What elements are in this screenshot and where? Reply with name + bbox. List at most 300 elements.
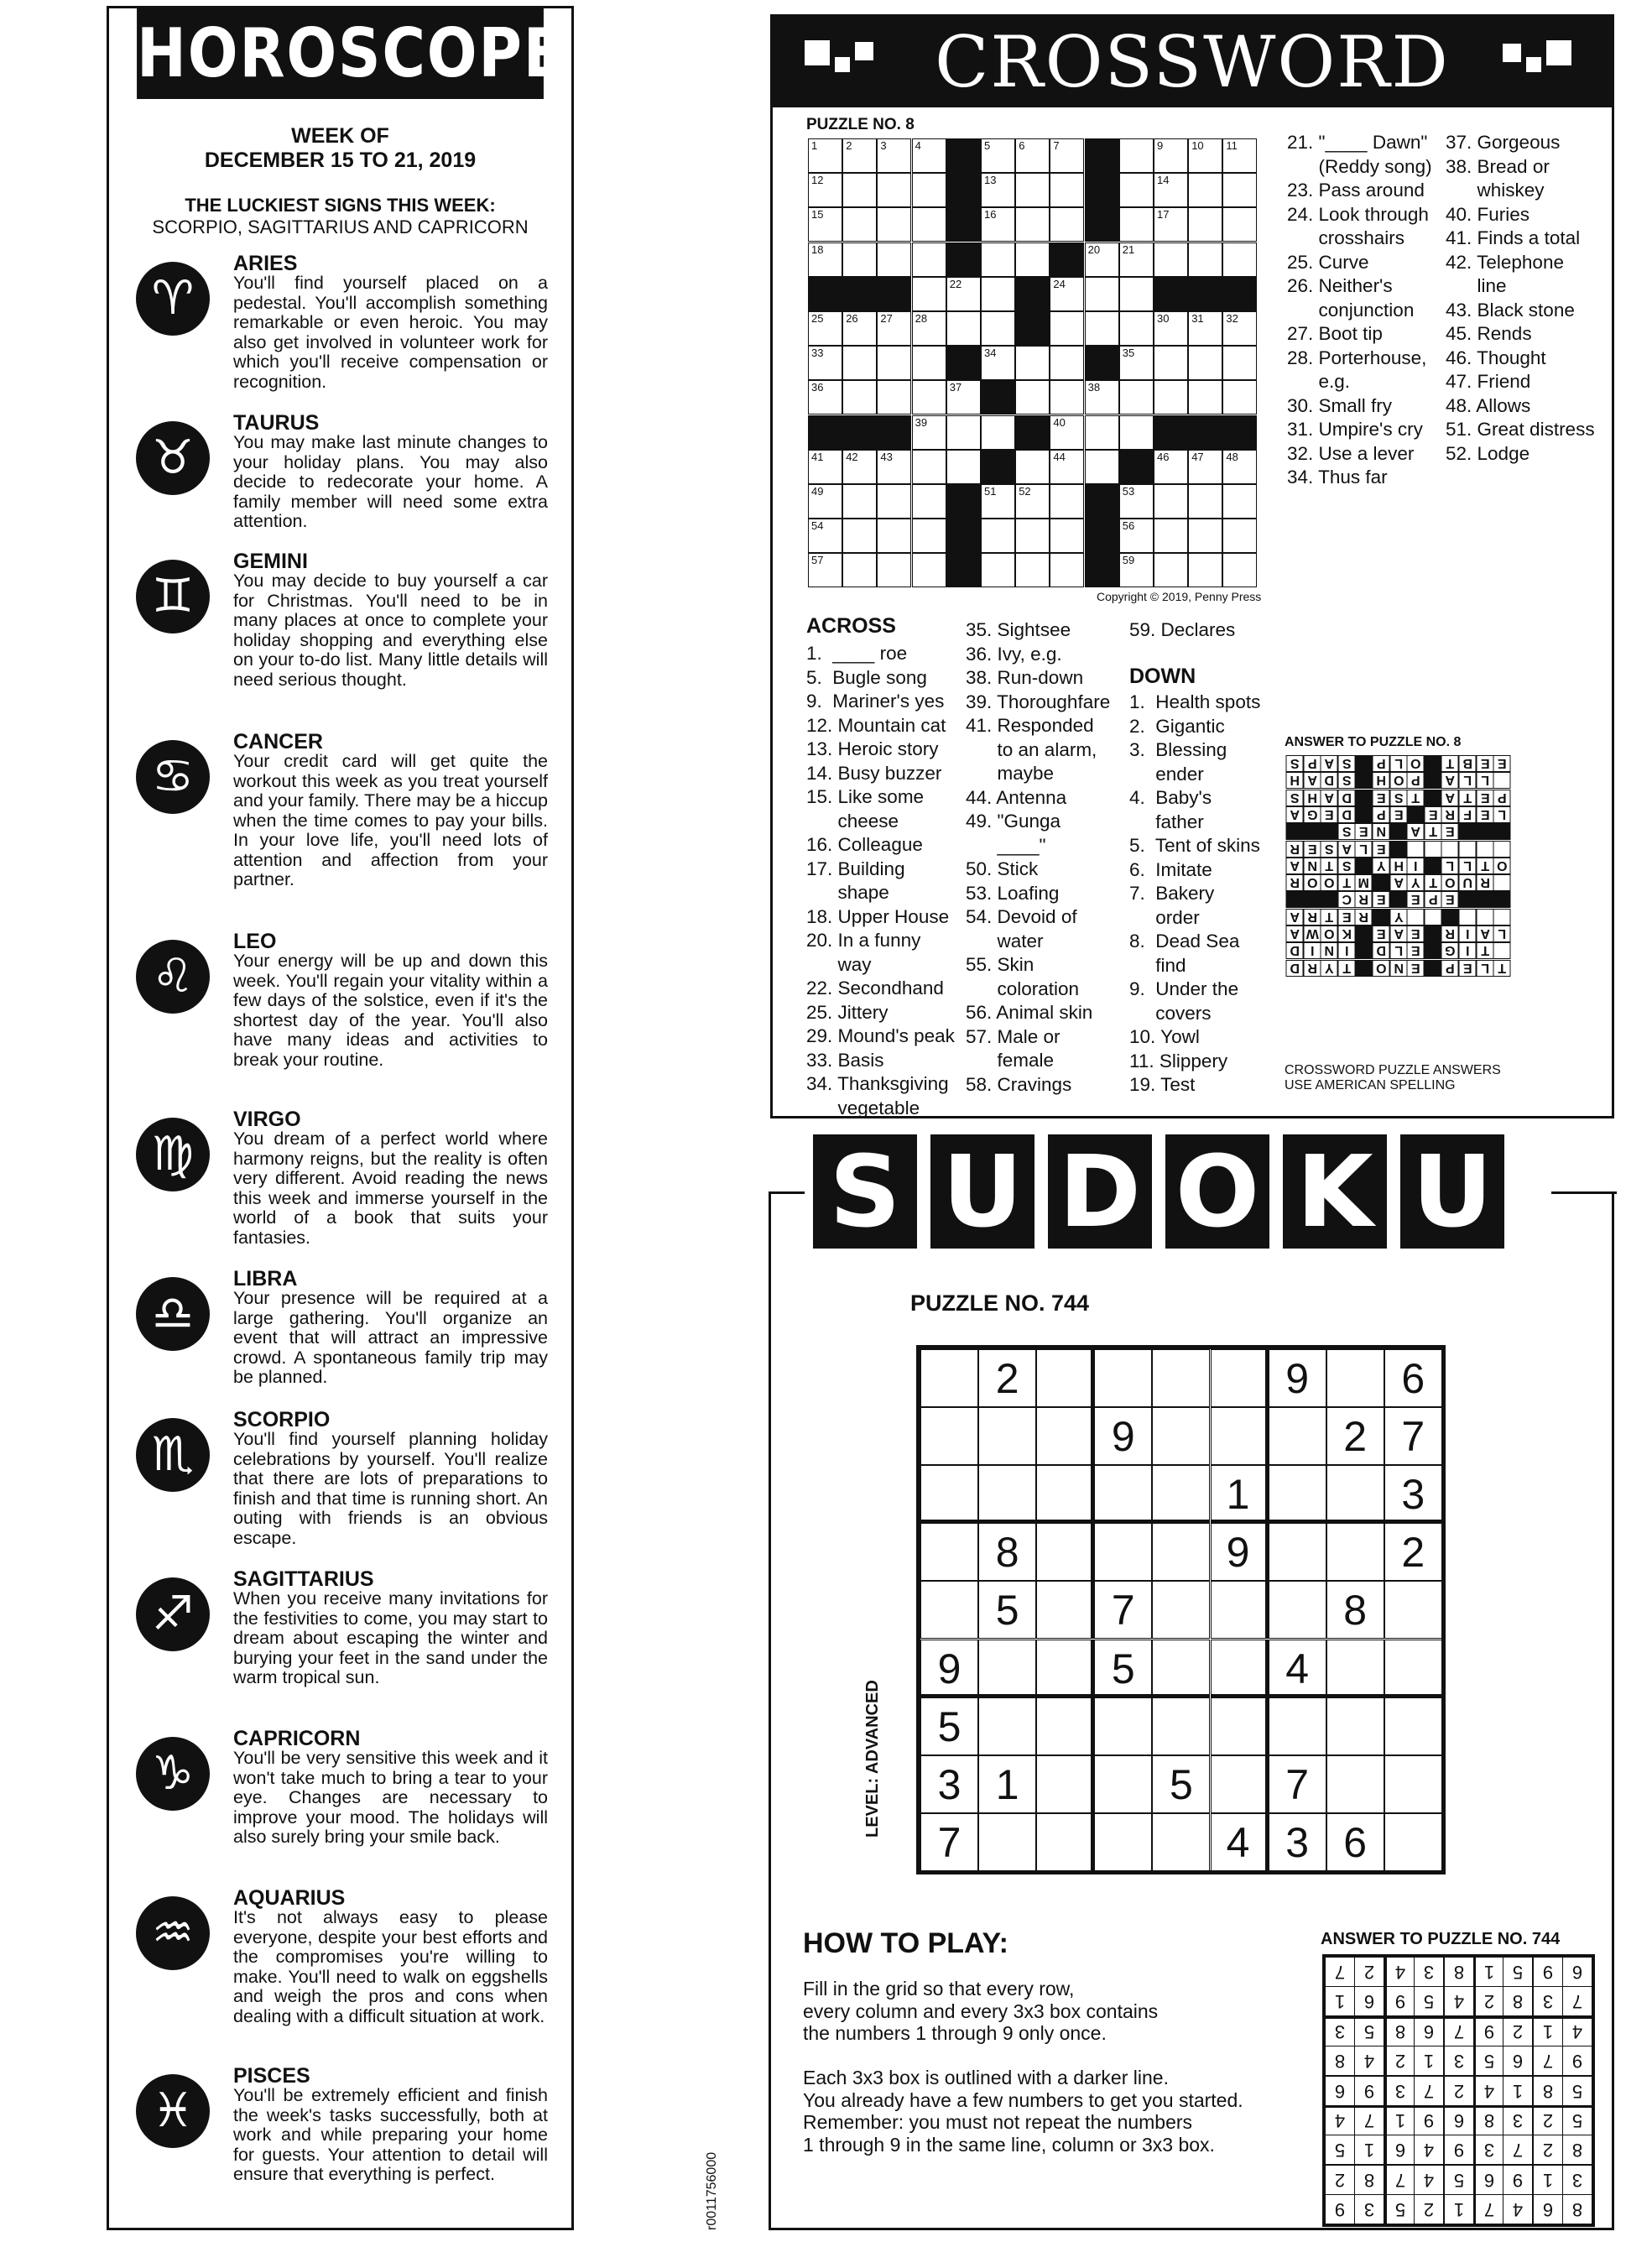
answer-cell: S	[1338, 755, 1356, 772]
taurus-icon: ♉	[136, 421, 210, 495]
sudoku-answer-cell: 9	[1414, 2105, 1444, 2135]
clue-number: 44	[1053, 450, 1066, 463]
libra-icon: ♎	[136, 1277, 210, 1351]
clue-number: 40	[1053, 415, 1066, 429]
sudoku-cell	[1211, 1581, 1269, 1639]
answer-cell: D	[1373, 942, 1390, 959]
answer-cell: E	[1477, 755, 1494, 772]
clue-number: 57	[811, 554, 824, 567]
clue-number: 29	[1019, 312, 1031, 325]
answer-cell: R	[1304, 909, 1321, 925]
clue-number: 13	[984, 174, 997, 187]
sudoku-answer-cell: 6	[1503, 2046, 1533, 2076]
answer-black-cell	[1304, 823, 1321, 840]
black-cell	[1222, 415, 1257, 450]
clue-line: 16. Colleague	[806, 834, 923, 855]
black-cell	[1085, 519, 1119, 553]
sudoku-cell	[1326, 1349, 1384, 1407]
clue-number: 7	[1053, 139, 1060, 152]
sudoku-answer-cell: 7	[1503, 2135, 1533, 2165]
answer-cell: U	[1459, 874, 1477, 891]
sudoku-answer-cell: 9	[1473, 2016, 1503, 2046]
sudoku-cell	[1326, 1640, 1384, 1697]
grid-cell	[912, 242, 946, 277]
clue-number: 26	[846, 312, 858, 325]
sudoku-answer-cell: 6	[1414, 2016, 1444, 2046]
clue-line: 29. Mound's peak	[806, 1025, 955, 1046]
cancer-icon: ♋	[136, 740, 210, 814]
grid-cell	[1015, 346, 1050, 380]
answer-black-cell	[1390, 841, 1408, 858]
answer-cell: I	[1338, 942, 1356, 959]
sudoku-cell	[1094, 1755, 1152, 1813]
clue-number: 21	[1122, 242, 1135, 256]
sudoku-cell	[920, 1581, 978, 1639]
sudoku-cell: 3	[1384, 1465, 1442, 1523]
header-square-icon	[1503, 44, 1521, 62]
grid-cell	[808, 450, 842, 484]
gemini-icon: ♊	[136, 560, 210, 633]
clue-line: 58. Cravings	[966, 1073, 1072, 1095]
clue-line: 8. Dead Sea	[1129, 931, 1240, 952]
black-cell	[946, 242, 981, 277]
clue-line: 25. Curve	[1287, 251, 1369, 273]
sudoku-cell	[1326, 1465, 1384, 1523]
sudoku-answer-cell: 2	[1503, 2016, 1533, 2046]
grid-cell	[1015, 207, 1050, 242]
answer-black-cell	[1477, 823, 1494, 840]
crossword-copyright: Copyright © 2019, Penny Press	[1097, 590, 1262, 603]
sudoku-answer-cell: 1	[1533, 2016, 1563, 2046]
clue-line: 50. Stick	[966, 858, 1039, 879]
sudoku-answer-cell: 9	[1354, 2076, 1384, 2106]
clue-line: 11. Slippery	[1129, 1050, 1228, 1071]
grid-cell	[1015, 380, 1050, 415]
grid-cell	[1188, 450, 1222, 484]
grid-cell	[1085, 380, 1119, 415]
header-square-icon	[1526, 57, 1541, 72]
answer-cell: L	[1459, 772, 1477, 789]
answer-cell: E	[1441, 823, 1459, 840]
grid-cell	[842, 346, 877, 380]
answer-cell: L	[1493, 806, 1511, 823]
answer-black-cell	[1477, 891, 1494, 908]
answer-cell: A	[1286, 806, 1304, 823]
answer-cell: A	[1304, 772, 1321, 789]
clue-line: 5. Bugle song	[806, 666, 927, 688]
sudoku-cell	[1326, 1755, 1384, 1813]
answer-cell: A	[1390, 874, 1408, 891]
grid-cell	[1119, 380, 1154, 415]
clue-number: 48	[1226, 450, 1238, 463]
answer-cell: H	[1390, 858, 1408, 874]
answer-cell: C	[1338, 891, 1356, 908]
sudoku-cell: 5	[978, 1581, 1036, 1639]
answer-cell: B	[1459, 755, 1477, 772]
answer-cell: T	[1338, 960, 1356, 977]
sudoku-cell	[1152, 1581, 1210, 1639]
clue-line: 9. Mariner's yes	[806, 691, 945, 712]
grid-cell	[981, 242, 1015, 277]
clue-number: 49	[811, 485, 824, 498]
clue-line: 17. Building	[806, 858, 905, 879]
crossword-note	[1285, 1063, 1501, 1093]
grid-cell	[1085, 415, 1119, 450]
grid-cell	[877, 311, 911, 346]
clue-line: 3. Blessing	[1129, 739, 1227, 760]
answer-cell: D	[1338, 790, 1356, 806]
answer-cell: P	[1373, 755, 1390, 772]
answer-cell: L	[1441, 858, 1459, 874]
clue-line: 20. In a funny	[806, 930, 921, 951]
sudoku-cell	[1152, 1465, 1210, 1523]
answer-cell	[1441, 841, 1459, 858]
sudoku-cell	[1152, 1523, 1210, 1581]
answer-cell: E	[1373, 891, 1390, 908]
grid-cell	[946, 380, 981, 415]
answer-cell: O	[1373, 960, 1390, 977]
sudoku-cell	[1036, 1755, 1094, 1813]
sudoku-cell	[1211, 1349, 1269, 1407]
grid-cell	[1015, 553, 1050, 587]
black-cell	[981, 450, 1015, 484]
answer-cell	[1425, 841, 1442, 858]
clue-line: 37. Gorgeous	[1446, 132, 1561, 153]
clue-line: 44. Antenna	[966, 786, 1067, 808]
grid-cell	[981, 484, 1015, 519]
how-to-play-title: HOW TO PLAY:	[803, 1927, 1008, 1959]
clue-line: 52. Lodge	[1446, 442, 1530, 464]
black-cell	[1085, 138, 1119, 173]
grid-cell	[1085, 242, 1119, 277]
sign-text: You'll be very sensitive this week and it won't take much to bring a tear to your eye. Changes are necessary to improve your mood. The holidays will also surely bring your smile back.	[233, 1748, 548, 1847]
clue-line: 1. ____ roe	[806, 643, 908, 664]
grid-cell	[877, 242, 911, 277]
grid-cell	[1222, 484, 1257, 519]
sudoku-cell: 4	[1211, 1813, 1269, 1871]
answer-black-cell	[1390, 823, 1408, 840]
grid-cell	[1015, 138, 1050, 173]
grid-cell	[1015, 484, 1050, 519]
sudoku-cell: 7	[1269, 1755, 1326, 1813]
clue-line: 22. Secondhand	[806, 978, 944, 998]
clue-number: 41	[811, 450, 824, 463]
sign-text: You may decide to buy yourself a car for Christmas. You'll need to be in many places at once to complete your holiday shopping and everything else on your to-do list. Many little details will need serious thought.	[233, 571, 548, 690]
sudoku-answer-cell: 4	[1325, 2105, 1355, 2135]
clue-number: 43	[880, 450, 893, 463]
clue-line: to an alarm,	[966, 738, 1097, 760]
grid-cell	[808, 553, 842, 587]
clue-line: 56. Animal skin	[966, 1002, 1093, 1023]
answer-cell	[1477, 909, 1494, 925]
sign-name: TAURUS	[233, 411, 320, 435]
grid-cell	[912, 415, 946, 450]
grid-cell	[1154, 484, 1188, 519]
sudoku-puzzle-no: PUZZLE NO. 744	[910, 1290, 1090, 1316]
sudoku-answer-cell: 2	[1533, 2135, 1563, 2165]
clue-line: 21. "____ Dawn"	[1287, 132, 1428, 153]
answer-black-cell	[1355, 772, 1373, 789]
clue-number: 31	[1191, 312, 1204, 325]
answer-cell: H	[1286, 772, 1304, 789]
answer-cell: T	[1407, 790, 1425, 806]
sudoku-cell: 7	[1384, 1407, 1442, 1465]
clue-number: 36	[811, 381, 824, 394]
clue-number: 28	[915, 312, 928, 325]
answer-black-cell	[1390, 891, 1408, 908]
answer-cell	[1407, 909, 1425, 925]
grid-cell	[842, 173, 877, 207]
sudoku-answer-cell: 2	[1473, 1986, 1503, 2016]
clue-line: 18. Upper House	[806, 905, 950, 927]
answer-black-cell	[1425, 790, 1442, 806]
clue-line: 5. Tent of skins	[1129, 835, 1260, 856]
answer-cell: R	[1441, 925, 1459, 942]
sudoku-answer-cell: 6	[1325, 2076, 1355, 2106]
clue-line: 15. Like some	[806, 786, 925, 807]
grid-cell	[1154, 553, 1188, 587]
answer-cell: I	[1459, 925, 1477, 942]
sign-text: You'll find yourself planning holiday celebrations by yourself. You'll realize that there are lots of preparations to finish and that time is running short. An outing with friends is an obvious escape.	[233, 1429, 548, 1548]
sudoku-cell	[1094, 1465, 1152, 1523]
sudoku-answer-cell: 1	[1503, 2076, 1533, 2106]
sudoku-answer-cell: 4	[1354, 2046, 1384, 2076]
grid-cell	[981, 415, 1015, 450]
answer-black-cell	[1425, 755, 1442, 772]
answer-cell: G	[1304, 806, 1321, 823]
clue-number: 39	[915, 415, 928, 429]
clue-line: cheese	[806, 810, 899, 832]
sudoku-answer-cell: 7	[1354, 2105, 1384, 2135]
clue-number: 20	[1087, 242, 1101, 256]
clue-line: 23. Pass around	[1287, 180, 1425, 201]
clue-line: crosshairs	[1287, 227, 1405, 248]
grid-cell	[842, 380, 877, 415]
answer-cell: A	[1441, 772, 1459, 789]
sudoku-answer-cell: 8	[1533, 2076, 1563, 2106]
clue-number: 34	[984, 347, 997, 360]
answer-cell: T	[1493, 960, 1511, 977]
sudoku-answer-cell: 9	[1533, 1957, 1563, 1987]
grid-cell	[1050, 138, 1084, 173]
sudoku-answer-cell: 4	[1473, 2076, 1503, 2106]
answer-cell: E	[1338, 909, 1356, 925]
clue-number: 17	[1157, 208, 1170, 222]
grid-cell	[1154, 207, 1188, 242]
answer-cell: P	[1407, 772, 1425, 789]
answer-cell: P	[1441, 960, 1459, 977]
clue-line: 28. Porterhouse,	[1287, 347, 1427, 368]
clue-line: 24. Look through	[1287, 203, 1429, 225]
answer-black-cell	[1355, 925, 1373, 942]
answer-cell: I	[1459, 942, 1477, 959]
answer-cell: D	[1321, 772, 1338, 789]
answer-cell: D	[1338, 806, 1356, 823]
answer-cell: S	[1338, 772, 1356, 789]
horoscope-panel	[107, 6, 574, 2230]
answer-cell: P	[1373, 806, 1390, 823]
sudoku-answer-cell: 2	[1414, 2194, 1444, 2224]
grid-cell	[1154, 380, 1188, 415]
sudoku-cell	[1036, 1640, 1094, 1697]
grid-cell	[1154, 519, 1188, 553]
sudoku-answer-cell: 1	[1533, 2165, 1563, 2195]
black-cell	[946, 346, 981, 380]
sudoku-answer-cell: 8	[1325, 2046, 1355, 2076]
grid-cell	[842, 311, 877, 346]
grid-cell	[1154, 450, 1188, 484]
sudoku-cell	[1269, 1523, 1326, 1581]
answer-cell: E	[1477, 790, 1494, 806]
clue-number: 16	[984, 208, 997, 222]
sudoku-title-letter: U	[1400, 1134, 1504, 1249]
answer-cell: N	[1390, 960, 1408, 977]
sudoku-top-border	[1551, 1191, 1617, 1194]
sudoku-cell	[1036, 1523, 1094, 1581]
answer-cell: A	[1441, 790, 1459, 806]
clue-line: 10. Yowl	[1129, 1026, 1200, 1047]
clue-line: maybe	[966, 763, 1055, 784]
answer-cell: E	[1477, 806, 1494, 823]
sudoku-cell	[1269, 1697, 1326, 1755]
grid-cell	[808, 484, 842, 519]
sudoku-cell: 4	[1269, 1640, 1326, 1697]
sudoku-cell: 5	[1152, 1755, 1210, 1813]
sudoku-answer-cell: 4	[1414, 2135, 1444, 2165]
grid-cell	[1154, 346, 1188, 380]
answer-black-cell	[1355, 790, 1373, 806]
answer-cell: R	[1441, 806, 1459, 823]
sudoku-cell	[920, 1523, 978, 1581]
sudoku-cell	[1269, 1465, 1326, 1523]
answer-cell: W	[1304, 925, 1321, 942]
sudoku-title-letter: K	[1283, 1134, 1387, 1249]
black-cell	[1222, 277, 1257, 311]
clue-number: 24	[1053, 277, 1066, 290]
black-cell	[1085, 346, 1119, 380]
answer-cell	[1459, 909, 1477, 925]
clue-line: 42. Telephone	[1446, 251, 1564, 273]
answer-cell: O	[1493, 858, 1511, 874]
grid-cell	[946, 277, 981, 311]
answer-black-cell	[1407, 806, 1425, 823]
clue-line: conjunction	[1287, 299, 1415, 321]
grid-cell	[808, 380, 842, 415]
black-cell	[1050, 242, 1084, 277]
sudoku-answer-cell: 8	[1562, 2135, 1592, 2165]
sudoku-answer-cell: 8	[1444, 1957, 1474, 1987]
answer-cell: T	[1425, 823, 1442, 840]
grid-cell	[981, 173, 1015, 207]
sudoku-answer-cell: 4	[1503, 2194, 1533, 2224]
grid-cell	[877, 207, 911, 242]
answer-cell: A	[1286, 909, 1304, 925]
header-square-icon	[1546, 40, 1571, 65]
sudoku-cell	[1384, 1581, 1442, 1639]
sign-text: It's not always easy to please everyone, despite your best efforts and the compromises you're willing to make. You'll need to walk on eggshells and weigh the pros and cons when dealing with a difficult situation at work.	[233, 1907, 548, 2026]
sudoku-answer-cell: 1	[1473, 1957, 1503, 1987]
clue-number: 56	[1122, 519, 1135, 533]
clue-number: 4	[915, 139, 921, 152]
sudoku-answer-cell: 6	[1473, 2165, 1503, 2195]
clue-line: 33. Basis	[806, 1049, 884, 1071]
sudoku-answer-cell: 5	[1444, 2165, 1474, 2195]
answer-cell: O	[1304, 874, 1321, 891]
sudoku-answer-cell: 2	[1533, 2105, 1563, 2135]
answer-cell	[1425, 909, 1442, 925]
answer-cell: T	[1425, 874, 1442, 891]
answer-cell: S	[1390, 790, 1408, 806]
sudoku-cell	[1036, 1407, 1094, 1465]
answer-cell: O	[1321, 925, 1338, 942]
grid-cell	[1119, 242, 1154, 277]
clue-line: 41. Finds a total	[1446, 227, 1581, 248]
answer-black-cell	[1286, 891, 1304, 908]
sign-name: GEMINI	[233, 550, 308, 573]
sudoku-cell: 2	[1326, 1407, 1384, 1465]
clue-line: line	[1446, 275, 1507, 296]
clue-line: 6. Imitate	[1129, 858, 1212, 880]
sudoku-answer-cell: 4	[1414, 2165, 1444, 2195]
sudoku-answer-cell: 2	[1354, 1957, 1384, 1987]
grid-cell	[1050, 415, 1084, 450]
answer-cell: S	[1286, 755, 1304, 772]
answer-cell: N	[1304, 858, 1321, 874]
clue-line: 46. Thought	[1446, 347, 1546, 368]
answer-cell: R	[1477, 874, 1494, 891]
sign-text: Your credit card will get quite the workout this week as you treat yourself and your family. There may be a hiccup when the time comes to pay your bills. In your love life, you'll need lots of attention and affection from your partner.	[233, 751, 548, 889]
sudoku-answer-cell: 5	[1562, 2105, 1592, 2135]
sudoku-cell	[1211, 1640, 1269, 1697]
answer-cell	[1407, 841, 1425, 858]
black-cell	[1188, 415, 1222, 450]
clue-number: 35	[1122, 347, 1135, 360]
clue-number: 58	[949, 554, 962, 567]
grid-cell	[1154, 242, 1188, 277]
virgo-icon: ♍	[136, 1118, 210, 1191]
answer-cell: L	[1390, 942, 1408, 959]
answer-cell: E	[1373, 790, 1390, 806]
sudoku-cell	[920, 1407, 978, 1465]
grid-cell	[1188, 242, 1222, 277]
clue-line: whiskey	[1446, 180, 1545, 201]
sudoku-cell: 6	[1326, 1813, 1384, 1871]
answer-cell: E	[1304, 841, 1321, 858]
answer-cell: N	[1373, 823, 1390, 840]
sudoku-cell	[1152, 1640, 1210, 1697]
clue-line: 14. Busy buzzer	[806, 762, 942, 784]
answer-cell	[1477, 841, 1494, 858]
sudoku-cell	[920, 1349, 978, 1407]
sudoku-answer-cell: 5	[1562, 2076, 1592, 2106]
sign-text: You may make last minute changes to your holiday plans. You may also decide to redecorate your home. A family member will need some extra attention.	[233, 432, 548, 531]
black-cell	[946, 173, 981, 207]
sudoku-cell	[1152, 1349, 1210, 1407]
sudoku-cell: 1	[1211, 1465, 1269, 1523]
answer-cell: E	[1373, 841, 1390, 858]
answer-black-cell	[1286, 823, 1304, 840]
answer-cell: D	[1286, 942, 1304, 959]
clue-line: way	[806, 953, 872, 975]
clue-line: 55. Skin	[966, 954, 1034, 975]
sign-name: VIRGO	[233, 1108, 301, 1131]
grid-cell	[1119, 311, 1154, 346]
answer-cell	[1493, 841, 1511, 858]
sudoku-answer-cell: 5	[1473, 2046, 1503, 2076]
sudoku-cell	[1094, 1523, 1152, 1581]
grid-cell	[1154, 311, 1188, 346]
capricorn-icon: ♑	[136, 1737, 210, 1811]
